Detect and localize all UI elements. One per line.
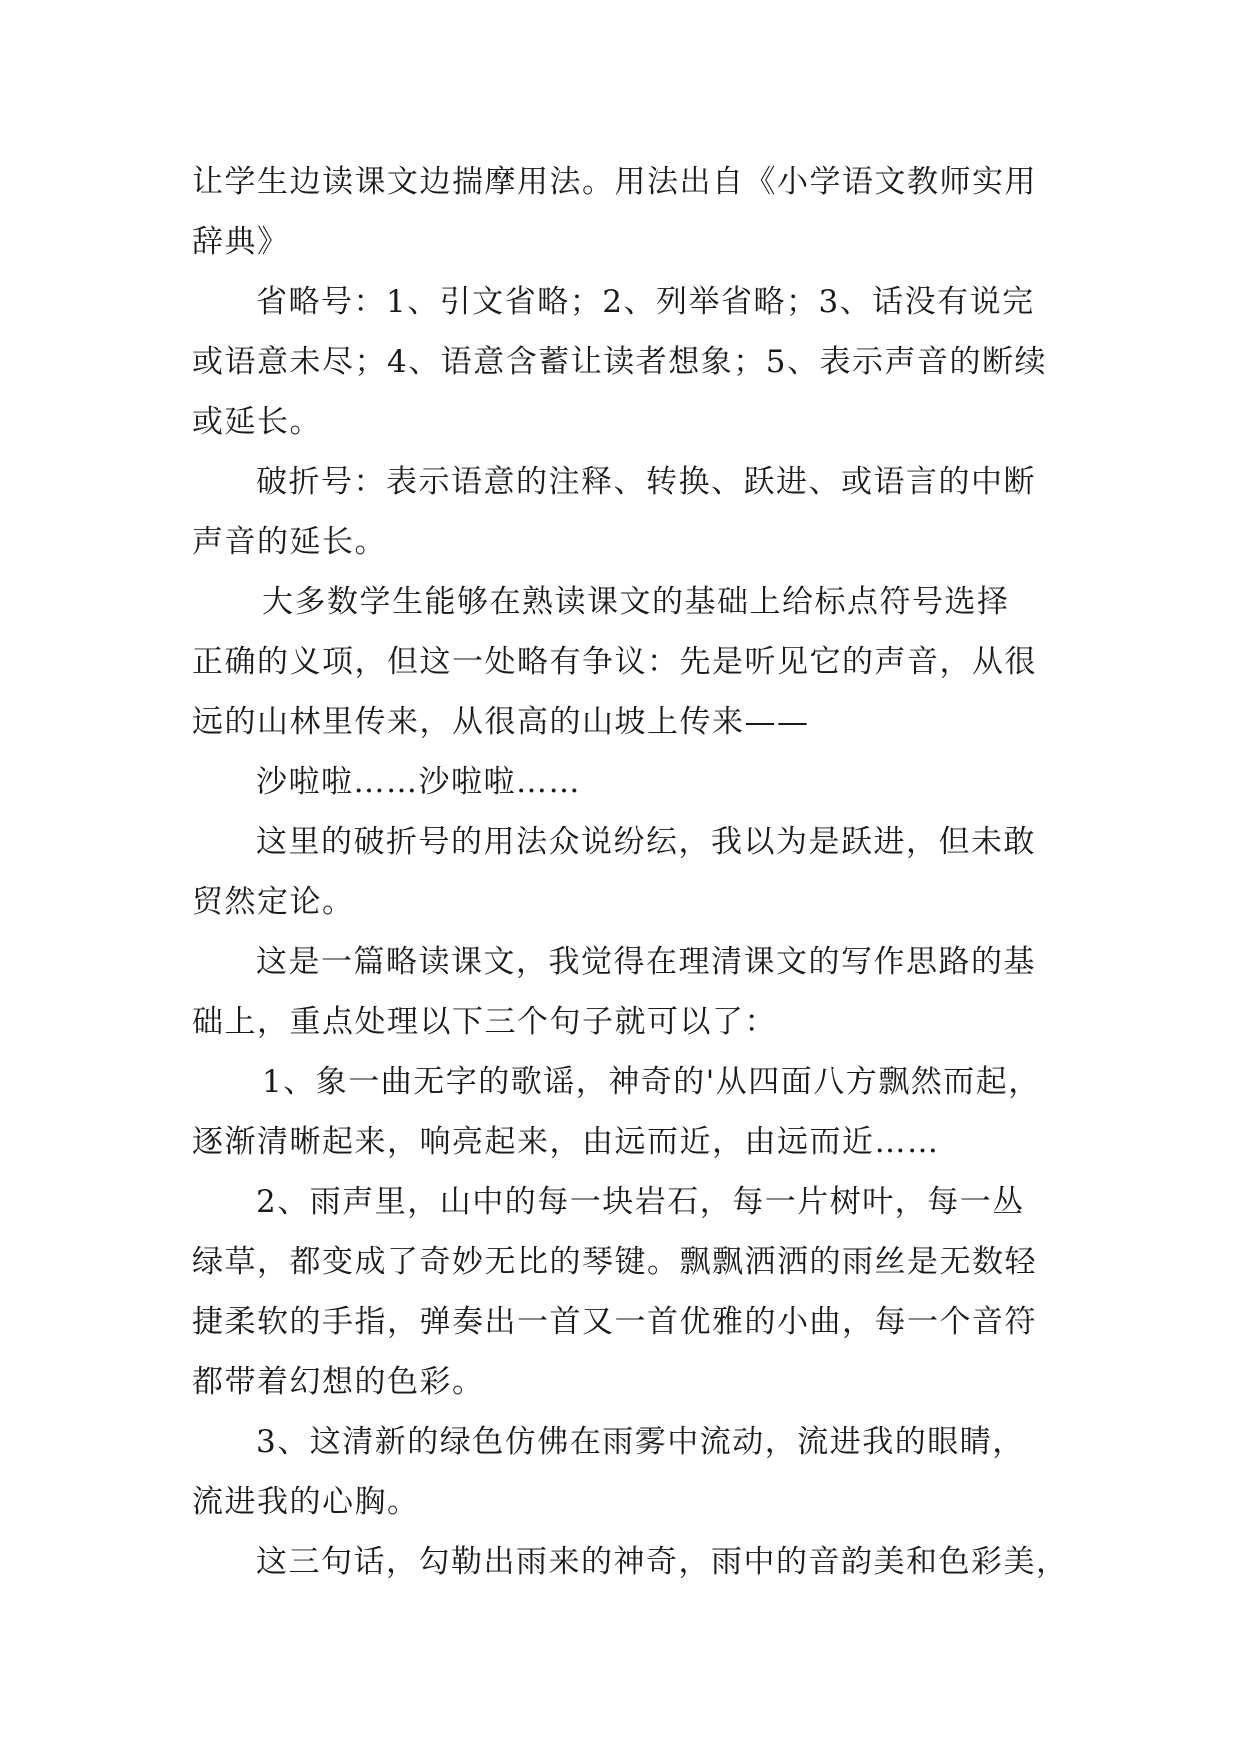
text-line: 或延长。: [192, 404, 322, 440]
text-line: 这三句话，勾勒出雨来的神奇，雨中的音韵美和色彩美，: [256, 1544, 1069, 1580]
text-line: 破折号：表示语意的注释、转换、跃进、或语言的中断: [256, 464, 1036, 500]
text-line: 2、雨声里，山中的每一块岩石，每一片树叶，每一丛: [256, 1184, 1025, 1220]
text-line: 让学生边读课文边揣摩用法。用法出自《小学语文教师实用: [192, 164, 1037, 200]
text-line: 1、象一曲无字的歌谣，神奇的'从四面八方飘然而起，: [262, 1064, 1041, 1100]
text-line: 贸然定论。: [192, 884, 355, 920]
text-line: 3、这清新的绿色仿佛在雨雾中流动，流进我的眼睛，: [256, 1424, 1025, 1460]
text-line: 辞典》: [192, 224, 290, 260]
text-line: 远的山林里传来，从很高的山坡上传来——: [192, 704, 810, 740]
text-line: 正确的义项，但这一处略有争议：先是听见它的声音，从很: [192, 644, 1037, 680]
text-line: 大多数学生能够在熟读课文的基础上给标点符号选择: [262, 584, 1010, 620]
text-line: 声音的延长。: [192, 524, 387, 560]
text-line: 逐渐清晰起来，响亮起来，由远而近，由远而近……: [192, 1124, 940, 1160]
text-line: 或语意未尽；4、语意含蓄让读者想象；5、表示声音的断续: [192, 344, 1047, 380]
text-line: 沙啦啦……沙啦啦……: [256, 764, 581, 800]
text-line: 这是一篇略读课文，我觉得在理清课文的写作思路的基: [256, 944, 1036, 980]
text-line: 捷柔软的手指，弹奏出一首又一首优雅的小曲，每一个音符: [192, 1304, 1037, 1340]
text-line: 流进我的心胸。: [192, 1484, 420, 1520]
text-line: 省略号：1、引文省略；2、列举省略；3、话没有说完: [256, 284, 1035, 320]
text-line: 绿草，都变成了奇妙无比的琴键。飘飘洒洒的雨丝是无数轻: [192, 1244, 1037, 1280]
text-line: 础上，重点处理以下三个句子就可以了：: [192, 1004, 777, 1040]
text-line: 都带着幻想的色彩。: [192, 1364, 485, 1400]
text-line: 这里的破折号的用法众说纷纭，我以为是跃进，但未敢: [256, 824, 1036, 860]
